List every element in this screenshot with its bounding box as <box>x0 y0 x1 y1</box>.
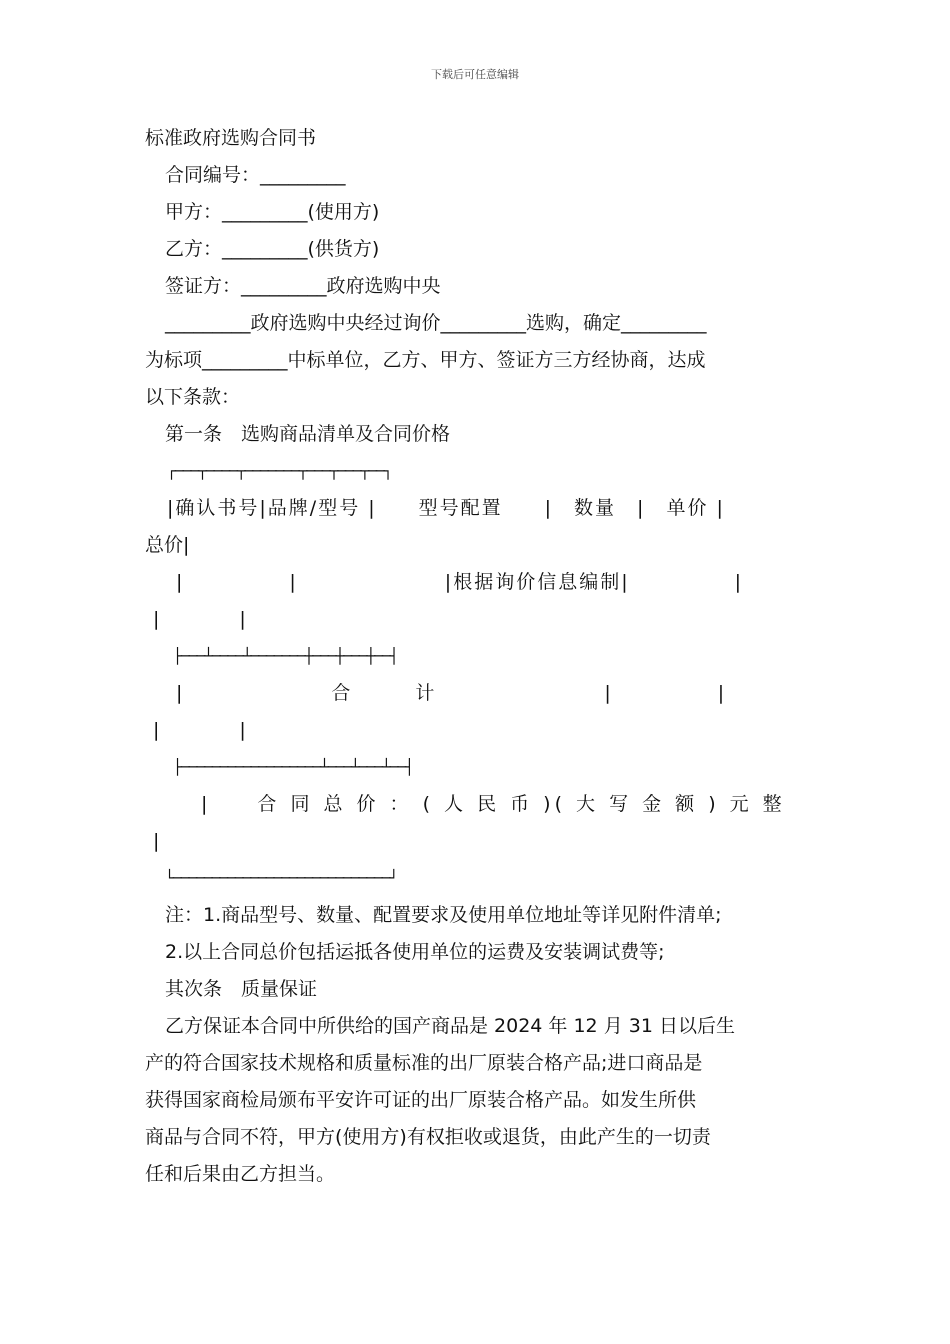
table-info-row: | | |根据询价信息编制| | <box>155 571 744 593</box>
table-header-row: |确认书号|品牌/型号 | 型号配置 | 数量 | 单价 | <box>167 497 725 519</box>
table-header-row-wrap: 总价| <box>145 534 190 556</box>
note-2: 2.以上合同总价包括运抵各使用单位的运费及安装调试费等; <box>165 941 665 963</box>
note-1: 注：1.商品型号、数量、配置要求及使用单位地址等详见附件清单; <box>165 904 722 926</box>
party-a-line: 甲方：_________(使用方) <box>165 201 380 223</box>
page-header-note: 下载后可任意编辑 <box>431 68 519 81</box>
table-info-row-wrap: | | <box>153 608 260 630</box>
table-bottom-border: └────────────────────────────┘ <box>165 869 397 887</box>
table-top-border: ┌───┬────┬───────┬───┬───┬──┐ <box>167 462 392 480</box>
witness-line: 签证方：_________政府选购中央 <box>165 275 441 297</box>
price-table <box>145 453 825 897</box>
table-mid-border-2: ├──────────────────┴───┴───┴──┤ <box>173 758 413 776</box>
quality-line-4: 商品与合同不符，甲方(使用方)有权拒收或退货，由此产生的一切责 <box>145 1126 711 1148</box>
quality-line-1: 乙方保证本合同中所供给的国产商品是 2024 年 12 月 31 日以后生 <box>165 1015 735 1037</box>
intro-line-1: _________政府选购中央经过询价_________选购，确定_________ <box>165 312 707 334</box>
quality-paragraph <box>145 1008 825 1193</box>
table-sum-row-wrap: | <box>153 830 160 852</box>
document-title: 标准政府选购合同书 <box>145 127 317 149</box>
party-b-line: 乙方：_________(供货方) <box>165 238 380 260</box>
article-1-heading: 第一条 选购商品清单及合同价格 <box>165 423 451 445</box>
article-2-heading: 其次条 质量保证 <box>165 978 318 1000</box>
quality-line-5: 任和后果由乙方担当。 <box>145 1163 336 1185</box>
table-total-row-wrap: | | <box>153 719 260 741</box>
table-sum-row: | 合 同 总 价 ： ( 人 民 币 )( 大 写 金 额 ) 元 整 <box>155 793 786 815</box>
contract-number-line: 合同编号：_________ <box>165 164 346 186</box>
table-total-row: | 合 计 | | <box>155 682 727 704</box>
contract-document <box>145 120 825 1193</box>
intro-line-3: 以下条款： <box>145 386 241 408</box>
table-mid-border: ├───┴────┴───────┼───┼───┼──┤ <box>173 647 398 665</box>
intro-line-2: 为标项_________中标单位，乙方、甲方、签证方三方经协商，达成 <box>145 349 706 371</box>
quality-line-3: 获得国家商检局颁布平安许可证的出厂原装合格产品。如发生所供 <box>145 1089 697 1111</box>
quality-line-2: 产的符合国家技术规格和质量标准的出厂原装合格产品;进口商品是 <box>145 1052 703 1074</box>
